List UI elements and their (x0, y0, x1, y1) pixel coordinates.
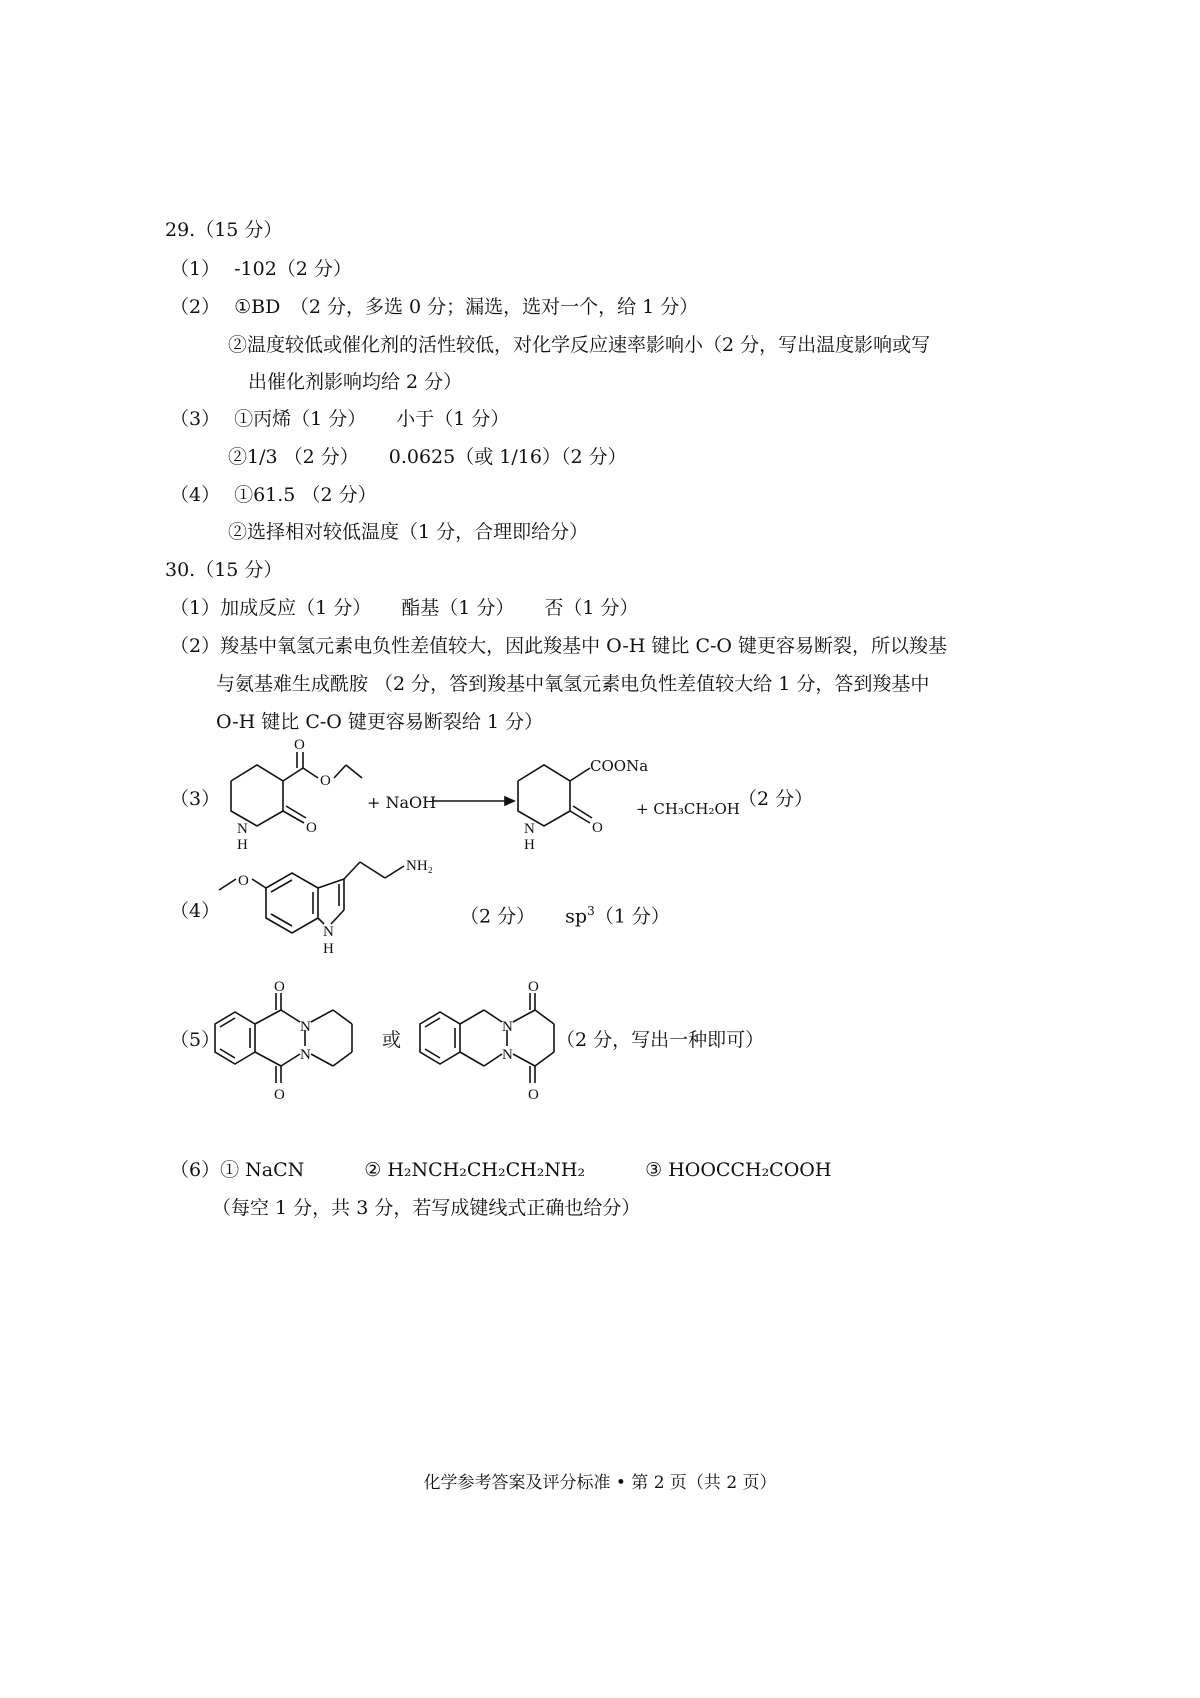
answer-text: ①61.5 （2 分） (234, 484, 377, 506)
answer-a: ① NaCN (220, 1159, 305, 1181)
atom-label-n: N (524, 821, 535, 837)
answer-text: 否（1 分） (544, 597, 639, 619)
or-label: 或 (382, 1029, 402, 1051)
q29-header: 29.（15 分） (165, 219, 283, 241)
answer-text: ①BD （2 分，多选 0 分；漏选，选对一个，给 1 分） (234, 296, 699, 318)
q30-part3-score: （2 分） (738, 788, 814, 810)
atom-label-n: N (237, 821, 248, 837)
answer-text: 加成反应（1 分） (220, 597, 372, 619)
part-number: （6） (170, 1159, 221, 1181)
page-footer: 化学参考答案及评分标准 • 第 2 页（共 2 页） (423, 1473, 777, 1493)
atom-label-o: O (306, 820, 317, 836)
atom-label-o: O (592, 820, 603, 836)
benzene-ring (420, 1012, 460, 1064)
q30-header: 30.（15 分） (165, 559, 283, 581)
answer-text: 0.0625（或 1/16）（2 分） (388, 446, 627, 468)
atom-label-nh2: NH₂ (406, 858, 433, 874)
atom-label-n: N (300, 1019, 311, 1035)
atom-label-n: N (502, 1019, 513, 1035)
q29-part4b: ②选择相对较低温度（1 分，合理即给分） (228, 521, 589, 543)
atom-label-h: H (524, 837, 535, 853)
part-number: （2） (170, 635, 221, 657)
q30-part3-number: （3） (170, 788, 221, 810)
part-number: （1） (170, 258, 221, 280)
hybridization-superscript: 3 (587, 904, 595, 918)
score-text: （2 分） (460, 905, 536, 928)
ring-bond (460, 1010, 484, 1024)
q30-part6-note: （每空 1 分，共 3 分，若写成键线式正确也给分） (212, 1197, 641, 1219)
reagent-naoh: + NaOH (367, 793, 437, 812)
answer-text: ①丙烯（1 分） (234, 408, 367, 430)
score-text: （1 分） (594, 905, 670, 928)
atom-label-n: N (323, 924, 334, 940)
part-number: （2） (170, 296, 221, 318)
answer-text: 羧基中氧氢元素电负性差值较大，因此羧基中 O-H 键比 C-O 键更容易断裂，所以羧基 (220, 635, 948, 657)
answer-text: 酯基（1 分） (401, 597, 515, 619)
answer-c: ③ HOOCCH₂COOH (645, 1159, 832, 1181)
q30-part6 (170, 1157, 831, 1183)
atom-label-o: O (528, 979, 539, 995)
atom-label-o: O (320, 773, 331, 789)
q30-part5-number: （5） (170, 1029, 221, 1051)
ring-bond (535, 1052, 554, 1066)
atom-label-o: O (274, 1087, 285, 1103)
atom-label-o: O (238, 873, 249, 889)
ring-bond (513, 1054, 535, 1066)
atom-label-o: O (528, 1087, 539, 1103)
q30-part4-number: （4） (170, 900, 221, 922)
atom-label-h: H (237, 837, 248, 853)
q29-part2b-line2: 出催化剂影响均给 2 分） (248, 371, 463, 393)
atom-label-h: H (323, 941, 334, 957)
part-number: （4） (170, 484, 221, 506)
hybridization-label: sp (565, 905, 588, 928)
answer-text: ②1/3 （2 分） (228, 446, 359, 468)
q30-part2-line3: O-H 键比 C-O 键更容易断裂给 1 分） (216, 711, 544, 733)
ring-bond (484, 1010, 502, 1022)
atom-label-n: N (300, 1047, 311, 1063)
q30-part2-line2: 与氨基难生成酰胺 （2 分，答到羧基中氧氢元素电负性差值较大给 1 分，答到羧基中 (216, 673, 930, 695)
ring-bond (513, 1010, 535, 1022)
answer-text: -102（2 分） (234, 258, 352, 280)
part-number: （3） (170, 408, 221, 430)
q29-part2b-line1: ②温度较低或催化剂的活性较低，对化学反应速率影响小（2 分，写出温度影响或写 (228, 334, 931, 356)
ring-bond (535, 1010, 554, 1024)
product-ethanol: + CH₃CH₂OH (636, 800, 740, 818)
coona-label: COONa (590, 757, 649, 775)
ring-bond (460, 1052, 484, 1066)
atom-label-o: O (294, 737, 305, 753)
part-number: （1） (170, 597, 221, 619)
atom-label-o: O (274, 979, 285, 995)
atom-label-n: N (502, 1047, 513, 1063)
answer-text: 小于（1 分） (396, 408, 510, 430)
q30-part5-score: （2 分，写出一种即可） (556, 1029, 765, 1051)
answer-b: ② H₂NCH₂CH₂CH₂NH₂ (364, 1159, 586, 1181)
ring-bond (484, 1054, 502, 1066)
